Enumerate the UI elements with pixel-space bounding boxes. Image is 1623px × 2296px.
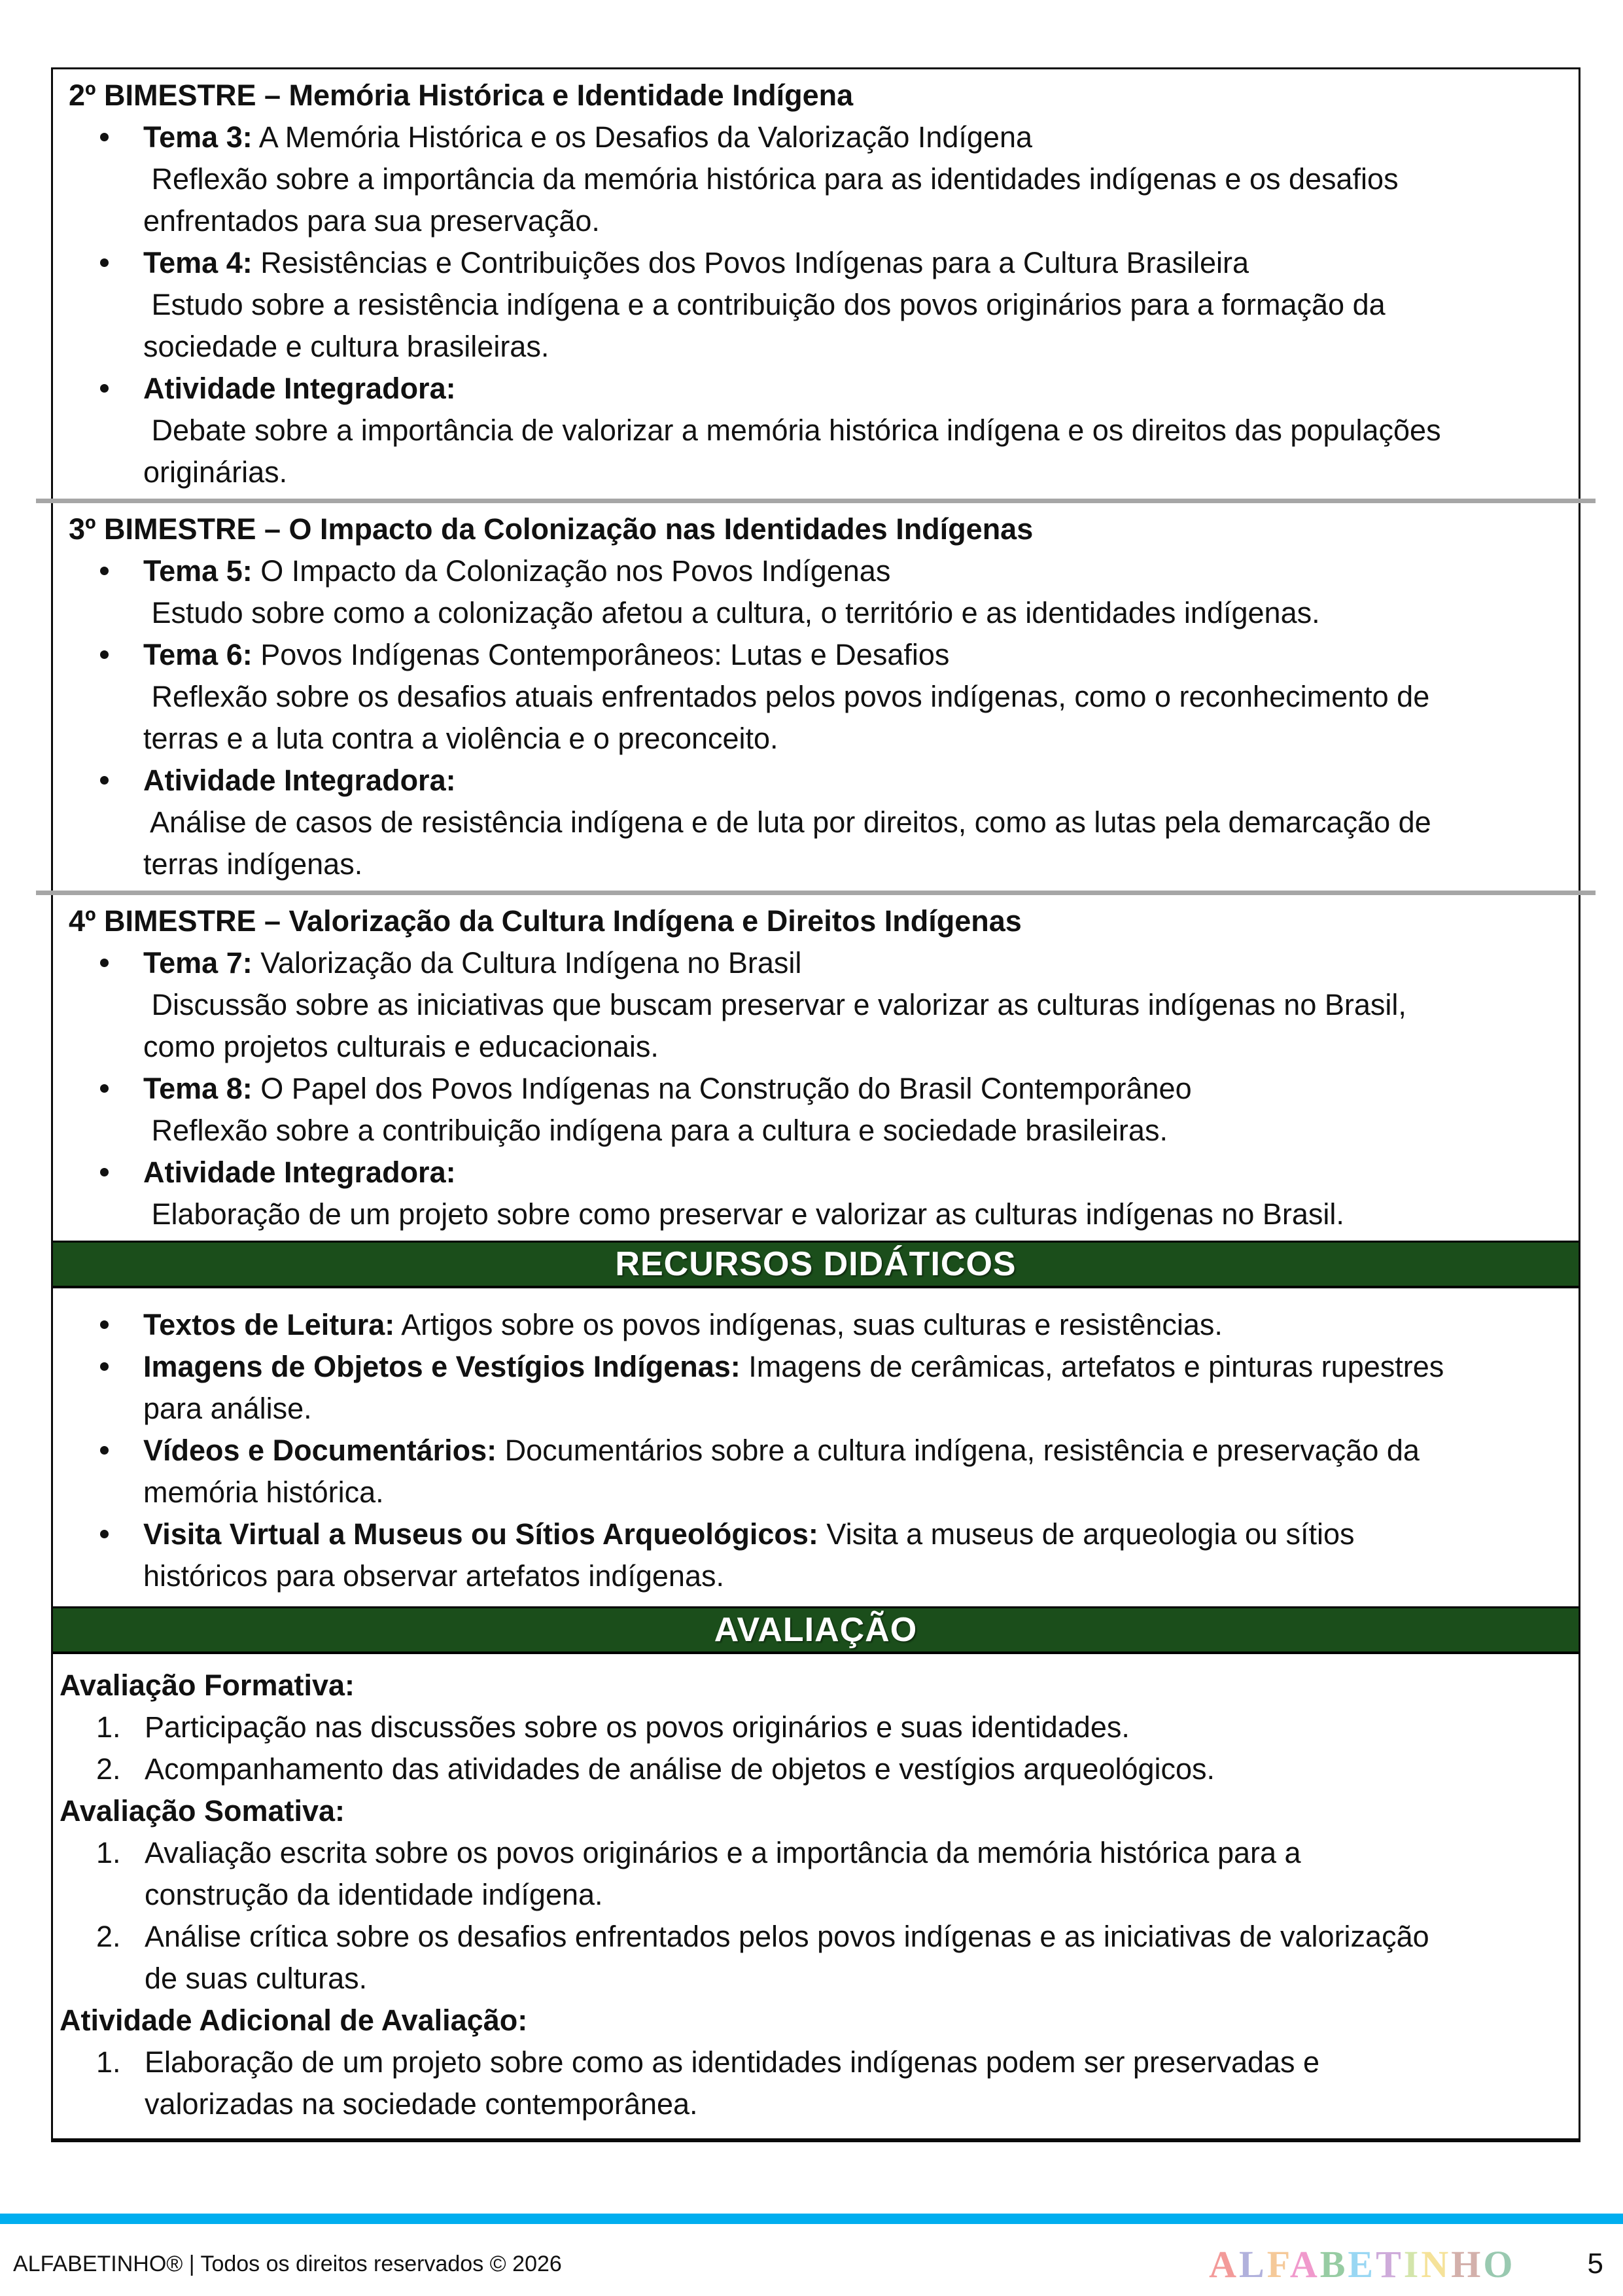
bullet-text: enfrentados para sua preservação. xyxy=(143,204,600,238)
list-item xyxy=(69,1152,1559,1235)
bullet-text: Reflexão sobre a importância da memória histórica para as identidades indígenas e os desafios xyxy=(143,162,1399,196)
bullet-text: terras indígenas. xyxy=(143,847,363,881)
bullet-text: históricos para observar artefatos indígenas. xyxy=(143,1559,724,1593)
bullet-text: Visita Virtual a Museus ou Sítios Arqueológicos: Visita a museus de arqueologia ou sítios xyxy=(143,1517,1355,1551)
item-number: 1. xyxy=(96,1710,121,1744)
bullet-text xyxy=(143,760,1559,802)
section-avaliacao xyxy=(53,1654,1579,2138)
item-label: Tema 5: xyxy=(143,554,253,588)
logo-letter: A xyxy=(1289,2242,1320,2286)
item-label: Textos de Leitura: xyxy=(143,1308,395,1341)
bullet-text: originárias. xyxy=(143,455,288,489)
item-label: Visita Virtual a Museus ou Sítios Arqueológicos: xyxy=(143,1517,818,1551)
section-recursos-didaticos xyxy=(53,1288,1579,1606)
item-number: 2. xyxy=(96,1752,121,1786)
section-bimestre-2 xyxy=(53,69,1579,499)
bullet-text: Textos de Leitura: Artigos sobre os povos indígenas, suas culturas e resistências. xyxy=(143,1308,1223,1341)
item-label: Tema 7: xyxy=(143,946,253,980)
bullet-text: Tema 4: Resistências e Contribuições dos Povos Indígenas para a Cultura Brasileira xyxy=(143,246,1249,279)
list-item xyxy=(69,368,1559,493)
bullet-text: como projetos culturais e educacionais. xyxy=(143,1030,659,1063)
item-label: Imagens de Objetos e Vestígios Indígenas: xyxy=(143,1350,741,1383)
bullet-text xyxy=(143,1152,1559,1193)
bullet-text: Estudo sobre a resistência indígena e a contribuição dos povos originários para a formação da xyxy=(143,288,1386,321)
bullet-text: Discussão sobre as iniciativas que buscam preservar e valorizar as culturas indígenas no Brasil, xyxy=(143,988,1406,1021)
page-number: 5 xyxy=(1587,2248,1603,2280)
bullet-icon xyxy=(100,567,109,575)
item-text: construção da identidade indígena. xyxy=(145,1878,603,1911)
logo-letter: H xyxy=(1451,2242,1484,2286)
bullet-icon xyxy=(100,959,109,967)
bullet-text: memória histórica. xyxy=(143,1475,384,1509)
list-item xyxy=(69,1430,1559,1513)
bullet-icon xyxy=(100,384,109,393)
bullet-text: Reflexão sobre os desafios atuais enfrentados pelos povos indígenas, como o reconhecimento de xyxy=(143,680,1430,713)
bullet-text: Tema 8: O Papel dos Povos Indígenas na Construção do Brasil Contemporâneo xyxy=(143,1072,1192,1105)
logo-letter: T xyxy=(1376,2242,1404,2286)
list-item xyxy=(69,1068,1559,1152)
band-title: AVALIAÇÃO xyxy=(714,1611,918,1649)
logo-letter: O xyxy=(1483,2242,1516,2286)
bullet-text: Imagens de Objetos e Vestígios Indígenas: Imagens de cerâmicas, artefatos e pinturas rupestres xyxy=(143,1350,1444,1383)
bullet-icon xyxy=(100,1168,109,1176)
section-heading: 3º BIMESTRE – O Impacto da Colonização nas Identidades Indígenas xyxy=(69,512,1034,546)
bullet-icon xyxy=(100,133,109,141)
list-item xyxy=(69,550,1559,634)
list-item xyxy=(69,116,1559,242)
section-band-avaliacao xyxy=(53,1606,1579,1654)
bullet-icon xyxy=(100,1362,109,1371)
item-text: de suas culturas. xyxy=(145,1962,368,1995)
section-heading: 2º BIMESTRE – Memória Histórica e Identidade Indígena xyxy=(69,79,854,112)
logo-letter: B xyxy=(1319,2242,1348,2286)
copyright-text: ALFABETINHO® | Todos os direitos reservados © 2026 xyxy=(13,2251,562,2276)
bullet-icon xyxy=(100,776,109,785)
item-number: 1. xyxy=(96,2045,121,2079)
list-item xyxy=(69,634,1559,760)
bullet-text xyxy=(143,368,1559,410)
bullet-text: Análise de casos de resistência indígena e de luta por direitos, como as lutas pela demarcação de xyxy=(143,805,1431,839)
item-number: 1. xyxy=(96,1836,121,1869)
bullet-icon xyxy=(100,1320,109,1329)
bullet-text: Tema 6: Povos Indígenas Contemporâneos: Lutas e Desafios xyxy=(143,638,950,671)
bullet-text: Debate sobre a importância de valorizar a memória histórica indígena e os direitos das populações xyxy=(143,414,1441,447)
bullet-text: Tema 3: A Memória Histórica e os Desafios da Valorização Indígena xyxy=(143,120,1033,154)
alfabetinho-logo xyxy=(1209,2242,1515,2286)
logo-letter: L xyxy=(1239,2242,1267,2286)
bullet-icon xyxy=(100,1446,109,1455)
bullet-icon xyxy=(100,1084,109,1093)
bullet-text: para análise. xyxy=(143,1392,312,1425)
item-text: Elaboração de um projeto sobre como as identidades indígenas podem ser preservadas e xyxy=(145,2045,1320,2079)
eval-group-heading: Avaliação Somativa: xyxy=(60,1794,345,1828)
footer xyxy=(13,2238,1603,2290)
item-text: valorizadas na sociedade contemporânea. xyxy=(145,2087,698,2121)
section-bimestre-3 xyxy=(53,503,1579,891)
item-number: 2. xyxy=(96,1920,121,1953)
bullet-text: Tema 7: Valorização da Cultura Indígena no Brasil xyxy=(143,946,802,980)
item-label: Tema 8: xyxy=(143,1072,253,1105)
list-item xyxy=(69,242,1559,368)
item-text: Acompanhamento das atividades de análise de objetos e vestígios arqueológicos. xyxy=(145,1752,1215,1786)
list-item xyxy=(69,942,1559,1068)
lesson-plan-table xyxy=(51,67,1580,2142)
logo-letter: E xyxy=(1348,2242,1376,2286)
item-label: Atividade Integradora: xyxy=(143,764,456,797)
logo-letter: A xyxy=(1209,2242,1240,2286)
item-text: Análise crítica sobre os desafios enfrentados pelos povos indígenas e as iniciativas de valorização xyxy=(145,1920,1429,1953)
list-item xyxy=(69,760,1559,885)
eval-group-heading: Atividade Adicional de Avaliação: xyxy=(60,2004,528,2037)
band-title: RECURSOS DIDÁTICOS xyxy=(615,1245,1017,1283)
item-label: Atividade Integradora: xyxy=(143,372,456,405)
section-bimestre-4 xyxy=(53,895,1579,1241)
numbered-item xyxy=(60,1748,1559,1790)
footer-right xyxy=(1209,2242,1603,2286)
numbered-item xyxy=(60,1916,1559,2000)
section-band-recursos xyxy=(53,1241,1579,1288)
item-label: Vídeos e Documentários: xyxy=(143,1434,497,1467)
logo-letter: N xyxy=(1421,2242,1452,2286)
bullet-text: Estudo sobre como a colonização afetou a cultura, o território e as identidades indígenas. xyxy=(143,596,1320,629)
item-label: Tema 4: xyxy=(143,246,253,279)
row-separator xyxy=(36,891,1596,895)
bullet-text: sociedade e cultura brasileiras. xyxy=(143,330,550,363)
footer-accent-bar xyxy=(0,2214,1623,2224)
bullet-icon xyxy=(100,1530,109,1538)
numbered-item xyxy=(60,1706,1559,1748)
numbered-item xyxy=(60,2041,1559,2125)
item-text: Participação nas discussões sobre os povos originários e suas identidades. xyxy=(145,1710,1130,1744)
list-item xyxy=(69,1346,1559,1430)
section-heading: 4º BIMESTRE – Valorização da Cultura Indígena e Direitos Indígenas xyxy=(69,904,1022,938)
bullet-text: Elaboração de um projeto sobre como preservar e valorizar as culturas indígenas no Brasil. xyxy=(143,1197,1344,1231)
item-label: Atividade Integradora: xyxy=(143,1156,456,1189)
bullet-icon xyxy=(100,650,109,659)
logo-letter: F xyxy=(1266,2242,1290,2286)
item-label: Tema 3: xyxy=(143,120,253,154)
item-label: Tema 6: xyxy=(143,638,253,671)
bullet-text: Reflexão sobre a contribuição indígena para a cultura e sociedade brasileiras. xyxy=(143,1114,1168,1147)
logo-letter: I xyxy=(1403,2242,1422,2286)
bullet-text: Tema 5: O Impacto da Colonização nos Povos Indígenas xyxy=(143,554,891,588)
bullet-icon xyxy=(100,258,109,267)
list-item xyxy=(69,1513,1559,1597)
item-text: Avaliação escrita sobre os povos originários e a importância da memória histórica para a xyxy=(145,1836,1301,1869)
row-separator xyxy=(36,499,1596,503)
bullet-text: Vídeos e Documentários: Documentários sobre a cultura indígena, resistência e preservação da xyxy=(143,1434,1420,1467)
eval-group-heading: Avaliação Formativa: xyxy=(60,1669,355,1702)
list-item xyxy=(69,1304,1559,1346)
numbered-item xyxy=(60,1832,1559,1916)
bullet-text: terras e a luta contra a violência e o preconceito. xyxy=(143,722,778,755)
